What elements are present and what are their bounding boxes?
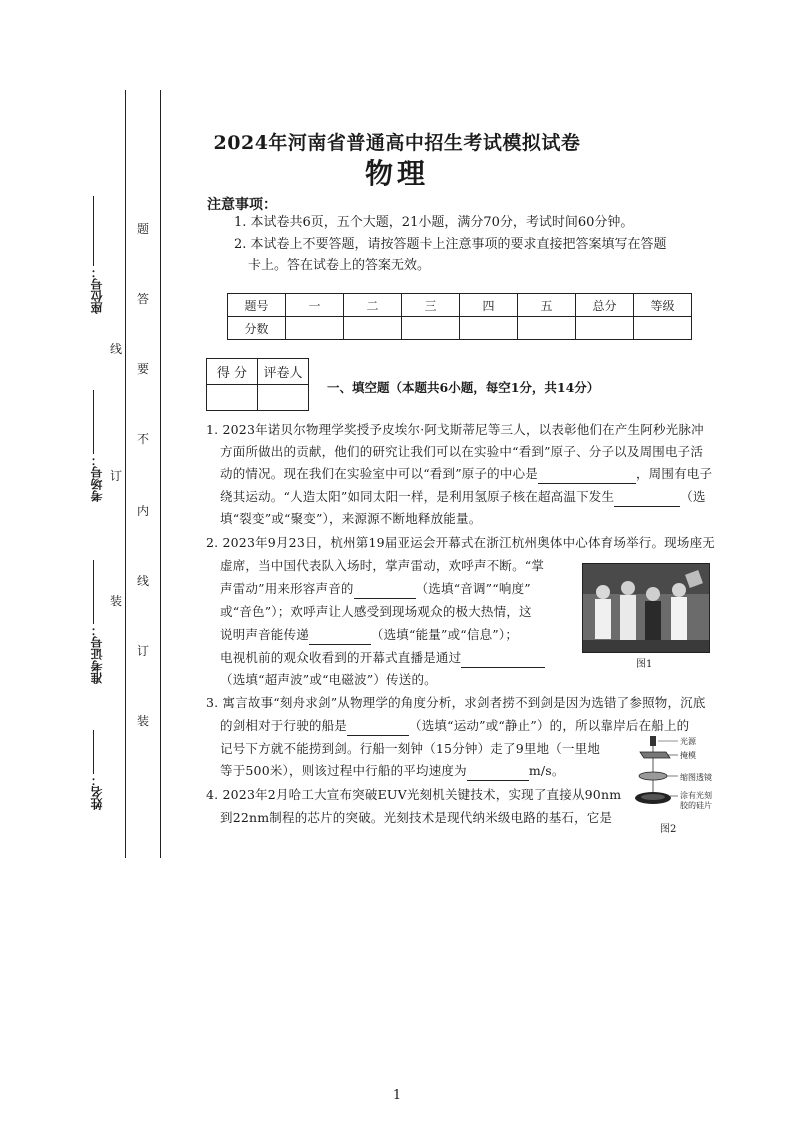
q2-line: 或“音色”）；欢呼声让人感受到现场观众的极大热情，这 xyxy=(220,604,532,619)
q1-text: 绕其运动。“人造太阳”如同太阳一样，是利用氢原子核在超高温下发生 xyxy=(220,489,615,504)
q2-text: 说明声音能传递 xyxy=(220,627,309,642)
exam-title: 2024年河南省普通高中招生考试模拟试卷 xyxy=(213,132,581,154)
q3-line: 记号下方就不能捞到剑。行船一刻钟（15分钟）走了9里地（一里地 xyxy=(220,741,601,756)
score-header-cell: 一 xyxy=(286,294,344,317)
notice-item-1: 1. 本试卷共6页，五个大题，21小题，满分70分，考试时间60分钟。 xyxy=(234,215,634,230)
page-number: 1 xyxy=(392,1088,402,1103)
grader-box xyxy=(206,358,309,411)
notice-title: 注意事项： xyxy=(207,197,277,213)
score-table xyxy=(227,293,692,340)
q2-line: 虚席，当中国代表队入场时，掌声雷动，欢呼声不断。“掌 xyxy=(220,558,545,573)
score-header-cell: 总分 xyxy=(576,294,634,317)
outer-seal-ti: 题 xyxy=(137,222,150,236)
q3-line xyxy=(220,715,689,736)
figure-2-label-lens: 缩图透镜 xyxy=(680,773,712,782)
q2-blank-2[interactable] xyxy=(309,630,371,645)
q3-blank-2[interactable] xyxy=(467,766,529,781)
score-header-cell: 二 xyxy=(344,294,402,317)
q3-text: 的剑相对于行驶的船是 xyxy=(220,718,348,733)
score-header-cell: 题号 xyxy=(228,294,286,317)
figure-2-caption: 图2 xyxy=(660,824,677,835)
seat-label: 座位号： xyxy=(90,266,104,314)
notice-item-2a: 2. 本试卷上不要答题，请按答题卡上注意事项的要求直接把答案填写在答题 xyxy=(234,237,667,252)
section-heading: 一、填空题（本题共6小题，每空1分，共14分） xyxy=(327,380,600,395)
q2-text: 电视机前的观众收看到的开幕式直播是通过 xyxy=(220,650,462,665)
score-header-cell: 等级 xyxy=(634,294,692,317)
notice-item-2b: 卡上。答在试卷上的答案无效。 xyxy=(248,258,431,273)
figure-2-label-wafer-2: 胶的硅片 xyxy=(680,801,712,810)
q1-line xyxy=(220,463,712,484)
q1-blank-1[interactable] xyxy=(538,469,636,484)
outer-seal-da: 答 xyxy=(137,292,150,306)
outer-seal-zhuang: 装 xyxy=(137,714,150,728)
score-cell[interactable] xyxy=(518,317,576,340)
name-field[interactable] xyxy=(88,730,105,810)
q2-text: （选填“音调”“响度” xyxy=(415,581,531,596)
q4-line: 到22nm制程的芯片的突破。光刻技术是现代纳米级电路的基石，它是 xyxy=(220,810,613,825)
score-table-header-row xyxy=(228,294,692,317)
score-table-value-row xyxy=(228,317,692,340)
q2-line: （选填“超声波”或“电磁波”）传送的。 xyxy=(220,672,437,687)
q3-line xyxy=(220,760,565,781)
seal-char-line-inner: 线 xyxy=(110,342,123,356)
q1-text: ，周围有电子 xyxy=(635,466,713,481)
q1-line xyxy=(220,486,706,507)
q3-text: 等于500米），则该过程中行船的平均速度为 xyxy=(220,763,467,778)
q3-line: 3. 寓言故事“刻舟求剑”从物理学的角度分析，求剑者捞不到剑是因为选错了参照物，沉底 xyxy=(206,695,706,710)
q2-line xyxy=(220,647,545,668)
q2-text: （选填“能量”或“信息”）； xyxy=(370,627,519,642)
figure-1-image xyxy=(583,564,709,652)
figure-1-caption: 图1 xyxy=(636,659,653,670)
score-header-cell: 五 xyxy=(518,294,576,317)
grader-score-cell[interactable] xyxy=(207,385,258,411)
binding-line-outer xyxy=(160,90,161,858)
q2-text: 声雷动”用来形容声音的 xyxy=(220,581,354,596)
score-cell[interactable] xyxy=(344,317,402,340)
q1-line: 1. 2023年诺贝尔物理学奖授予皮埃尔·阿戈斯蒂尼等三人，以表彰他们在产生阿秒光脉冲 xyxy=(206,422,704,437)
q1-text: 动的情况。现在我们在实验室中可以“看到”原子的中心是 xyxy=(220,466,538,481)
figure-2-label-wafer-1: 涂有光刻 xyxy=(680,791,712,800)
score-header-cell: 四 xyxy=(460,294,518,317)
score-row-label: 分数 xyxy=(228,317,286,340)
q2-blank-1[interactable] xyxy=(354,584,416,599)
outer-seal-xian: 线 xyxy=(137,574,150,588)
score-header-cell: 三 xyxy=(402,294,460,317)
admission-label: 准考证号： xyxy=(90,624,104,684)
admission-field[interactable] xyxy=(88,560,105,684)
binding-line-inner xyxy=(125,90,126,858)
q1-text: （选 xyxy=(680,489,706,504)
q3-blank-1[interactable] xyxy=(347,721,409,736)
score-cell[interactable] xyxy=(460,317,518,340)
q2-line xyxy=(220,624,518,645)
figure-1-photo xyxy=(582,563,710,653)
q2-line: 2. 2023年9月23日，杭州第19届亚运会开幕式在浙江杭州奥体中心体育场举行。现场座无 xyxy=(206,535,715,550)
q2-line xyxy=(220,578,531,599)
score-cell[interactable] xyxy=(286,317,344,340)
q3-text: m/s。 xyxy=(528,763,565,778)
grader-score-label: 得 分 xyxy=(207,359,258,385)
seal-char-pack-inner: 装 xyxy=(110,594,123,608)
figure-2-label-light: 光源 xyxy=(680,737,696,746)
name-label: 姓名： xyxy=(90,774,104,810)
outer-seal-yao: 要 xyxy=(137,362,150,376)
figure-2-label-mask: 掩模 xyxy=(680,751,696,760)
room-label: 考场号： xyxy=(90,454,104,502)
grader-name-cell[interactable] xyxy=(258,385,309,411)
room-field[interactable] xyxy=(88,390,105,502)
score-cell[interactable] xyxy=(634,317,692,340)
q4-line: 4. 2023年2月哈工大宣布突破EUV光刻机关键技术，实现了直接从90nm xyxy=(206,787,622,802)
q1-line: 方面所做出的贡献，他们的研究让我们可以在实验中“看到”原子、分子以及周围电子活 xyxy=(220,444,704,459)
seat-field[interactable] xyxy=(88,196,105,314)
q1-line: 填“裂变”或“聚变”），来源源不断地释放能量。 xyxy=(220,511,482,526)
seal-char-bind-inner: 订 xyxy=(110,469,123,483)
score-cell[interactable] xyxy=(402,317,460,340)
q2-blank-3[interactable] xyxy=(461,653,545,668)
q1-blank-2[interactable] xyxy=(614,492,680,507)
outer-seal-ding: 订 xyxy=(137,644,150,658)
grader-name-label: 评卷人 xyxy=(258,359,309,385)
outer-seal-nei: 内 xyxy=(137,504,150,518)
q3-text: （选填“运动”或“静止”）的，所以靠岸后在船上的 xyxy=(409,718,690,733)
outer-seal-bu: 不 xyxy=(137,432,150,446)
score-cell[interactable] xyxy=(576,317,634,340)
subject-title: 物理 xyxy=(364,157,429,190)
